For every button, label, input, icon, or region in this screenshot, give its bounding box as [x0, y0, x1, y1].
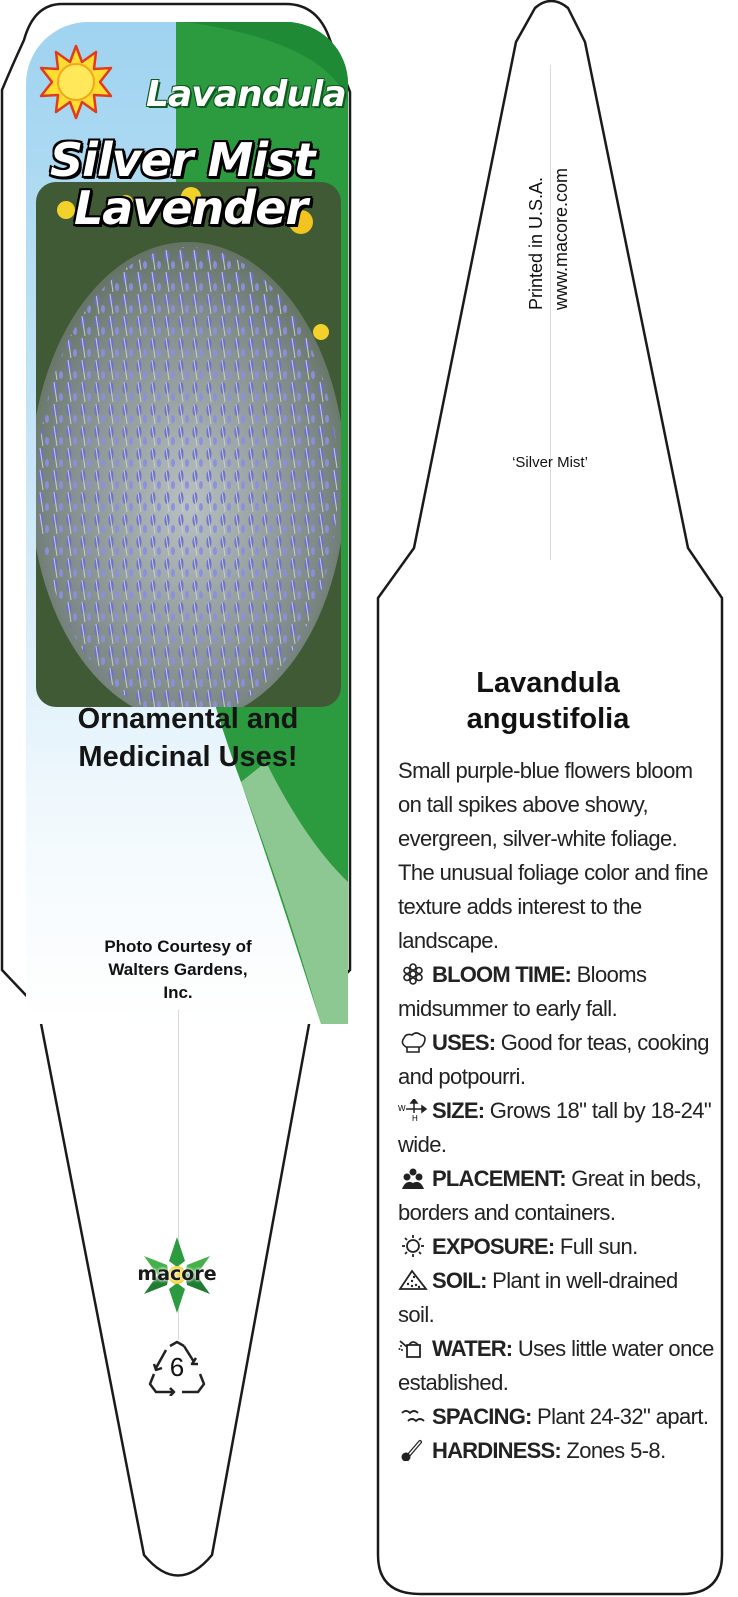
attribute-label: BLOOM TIME: — [432, 962, 572, 987]
printed-line-2: www.macore.com — [551, 167, 571, 310]
description-text: Small purple-blue flowers bloom on tall spikes above showy, evergreen, silver-white foliage. The unusual foliage color and fine texture adds interest to the landscape. — [398, 758, 708, 953]
attribute-text: Good for teas, cooking and potpourri. — [398, 1030, 709, 1089]
attribute-label: SPACING: — [432, 1404, 532, 1429]
attribute-text: Blooms midsummer to early fall. — [398, 962, 647, 1021]
sun-logo-icon — [38, 44, 114, 120]
headline-line-2: Medicinal Uses! — [78, 741, 298, 773]
attribute-text: Zones 5-8. — [560, 1438, 666, 1463]
attribute-label: HARDINESS: — [432, 1438, 561, 1463]
attribute-label: PLACEMENT: — [432, 1166, 566, 1191]
credit-line-3: Inc. — [163, 983, 193, 1002]
attribute-text: Uses little water once established. — [398, 1336, 714, 1395]
printed-line-1: Printed in U.S.A. — [526, 176, 546, 310]
attribute-item — [398, 1094, 718, 1162]
recycle-icon — [146, 1340, 208, 1396]
attribute-item — [398, 1230, 718, 1264]
attribute-item — [398, 1026, 718, 1094]
credit-line-2: Walters Gardens, — [108, 960, 248, 979]
printed-in-usa-text — [524, 168, 574, 310]
photo-credit — [60, 935, 296, 1004]
credit-line-1: Photo Courtesy of — [104, 937, 252, 956]
common-name-title — [50, 133, 320, 235]
recycle-number: 6 — [169, 1352, 185, 1382]
botanical-line-2: angustifolia — [466, 703, 630, 735]
plant-description — [398, 754, 718, 1468]
attribute-label: SOIL: — [432, 1268, 487, 1293]
attribute-text: Plant 24-32" apart. — [531, 1404, 709, 1429]
fold-line-back — [550, 65, 551, 560]
macore-logo — [124, 1235, 230, 1317]
watering-can-icon — [398, 1335, 428, 1357]
headline-line-1: Ornamental and — [77, 703, 299, 735]
attribute-list — [398, 958, 718, 1468]
attribute-text: Great in beds, borders and containers. — [398, 1166, 702, 1225]
botanical-line-1: Lavandula — [476, 667, 620, 699]
cultivar-name: ‘Silver Mist’ — [512, 454, 588, 471]
attribute-label: WATER: — [432, 1336, 513, 1361]
svg-text:W: W — [398, 1104, 405, 1113]
attribute-item — [398, 1162, 718, 1230]
spacing-birds-icon — [398, 1403, 428, 1425]
common-name-line-2: Lavender — [74, 181, 308, 235]
attribute-text: Plant in well-drained soil. — [398, 1268, 678, 1327]
chef-hat-icon — [398, 1029, 428, 1051]
genus-title: Lavandula — [146, 74, 346, 115]
sun-icon — [398, 1233, 428, 1255]
attribute-item — [398, 1434, 718, 1468]
plant-cluster-icon — [398, 1165, 428, 1187]
attribute-text: Grows 18" tall by 18-24" wide. — [398, 1098, 712, 1157]
attribute-label: EXPOSURE: — [432, 1234, 555, 1259]
botanical-name — [398, 665, 698, 737]
attribute-label: SIZE: — [432, 1098, 485, 1123]
attribute-text: Full sun. — [554, 1234, 638, 1259]
attribute-item — [398, 958, 718, 1026]
attribute-label: USES: — [432, 1030, 496, 1055]
attribute-item — [398, 1264, 718, 1332]
lavender-plant-photo — [36, 182, 341, 707]
thermometer-icon — [398, 1437, 428, 1459]
size-arrows-icon — [398, 1097, 428, 1119]
attribute-item — [398, 1332, 718, 1400]
common-name-line-1: Silver Mist — [50, 133, 315, 187]
macore-logo-text: macore — [137, 1263, 217, 1285]
svg-text:H: H — [412, 1114, 418, 1121]
attribute-item — [398, 1400, 718, 1434]
soil-pile-icon — [398, 1267, 428, 1289]
flower-icon — [398, 961, 428, 983]
headline — [28, 700, 348, 776]
